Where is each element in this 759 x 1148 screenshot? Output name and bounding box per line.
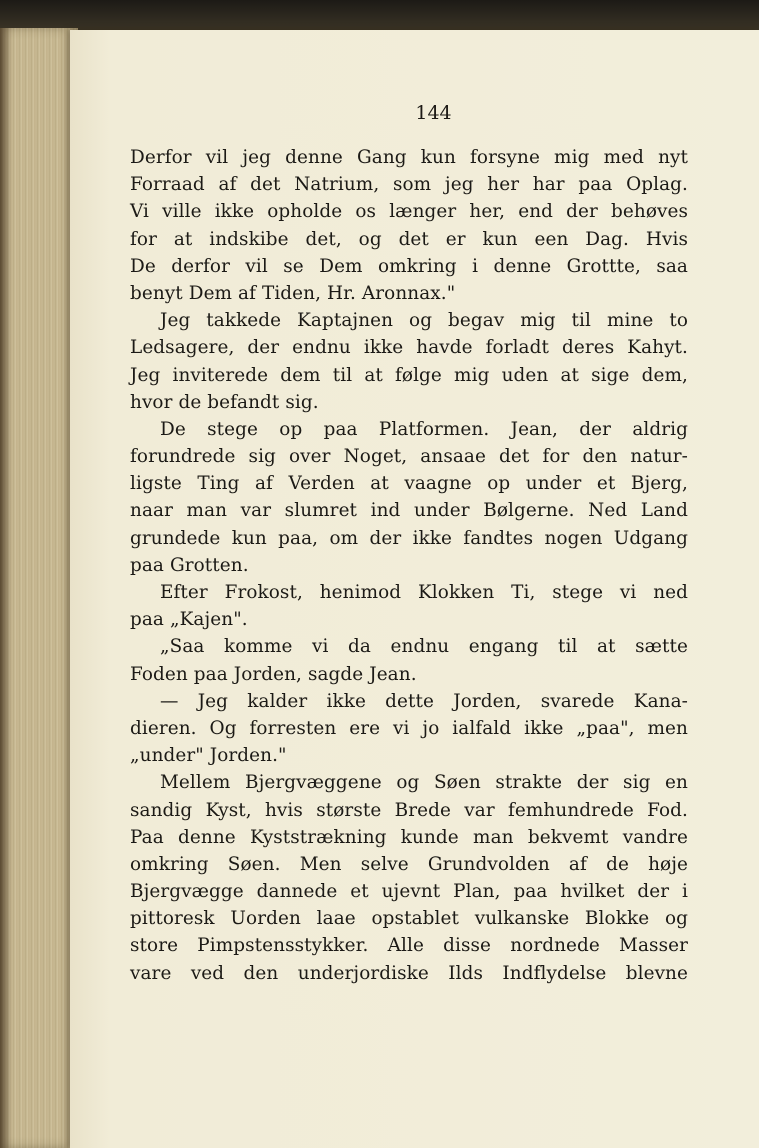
- text-line: grundede kun paa, om der ikke fandtes nogen Udgang: [130, 527, 688, 549]
- text-line: Derfor vil jeg denne Gang kun forsyne mig med nyt: [130, 147, 688, 168]
- scan-background-top: [0, 0, 759, 30]
- page-edges: [0, 28, 78, 1148]
- text-line: De derfor vil se Dem omkring i denne Grottte, saa: [130, 255, 688, 277]
- body-text: [130, 144, 688, 987]
- text-line: hvor de befandt sig.: [130, 391, 319, 413]
- text-line: naar man var slumret ind under Bølgerne. Ned Land: [130, 500, 688, 522]
- text-line: Vi ville ikke opholde os længer her, end der behøves: [130, 201, 688, 223]
- text-line: „under" Jorden.": [130, 745, 287, 767]
- text-line: Jeg takkede Kaptajnen og begav mig til mine to: [160, 310, 688, 332]
- page-number: 144: [415, 102, 452, 124]
- text-line: for at indskibe det, og det er kun een Dag. Hvis: [130, 228, 688, 250]
- text-line: De stege op paa Platformen. Jean, der aldrig: [160, 418, 688, 440]
- text-line: Foden paa Jorden, sagde Jean.: [130, 663, 417, 685]
- binding-shadow: [0, 28, 12, 1148]
- text-line: omkring Søen. Men selve Grundvolden af de høje: [130, 853, 688, 875]
- text-line: store Pimpstensstykker. Alle disse nordnede Masser: [130, 935, 688, 957]
- text-line: paa Grotten.: [130, 554, 249, 576]
- text-line: benyt Dem af Tiden, Hr. Aronnax.": [130, 282, 456, 304]
- text-line: Forraad af det Natrium, som jeg her har paa Oplag.: [130, 174, 688, 196]
- text-line: „Saa komme vi da endnu engang til at sætte: [160, 636, 688, 658]
- text-line: Efter Frokost, henimod Klokken Ti, stege vi ned: [160, 582, 688, 603]
- text-line: dieren. Og forresten ere vi jo ialfald ikke „paa", men: [130, 717, 688, 739]
- text-line: forundrede sig over Noget, ansaae det for den natur-: [130, 446, 688, 468]
- text-line: paa „Kajen".: [130, 609, 248, 631]
- text-line: Mellem Bjergvæggene og Søen strakte der sig en: [160, 772, 688, 794]
- text-line: Bjergvægge dannede et ujevnt Plan, paa hvilket der i: [130, 881, 688, 903]
- text-line: vare ved den underjordiske Ilds Indflydelse blevne: [130, 962, 688, 984]
- text-line: Jeg inviterede dem til at følge mig uden at sige dem,: [130, 364, 688, 386]
- text-line: pittoresk Uorden laae opstablet vulkanske Blokke og: [130, 908, 688, 930]
- text-line: sandig Kyst, hvis største Brede var femhundrede Fod.: [130, 799, 688, 821]
- text-line: ligste Ting af Verden at vaagne op under et Bjerg,: [130, 473, 688, 495]
- text-line: Paa denne Kyststrækning kunde man bekvemt vandre: [130, 826, 688, 848]
- text-line: — Jeg kalder ikke dette Jorden, svarede Kana-: [160, 690, 688, 712]
- text-line: Ledsagere, der endnu ikke havde forladt deres Kahyt.: [130, 337, 688, 359]
